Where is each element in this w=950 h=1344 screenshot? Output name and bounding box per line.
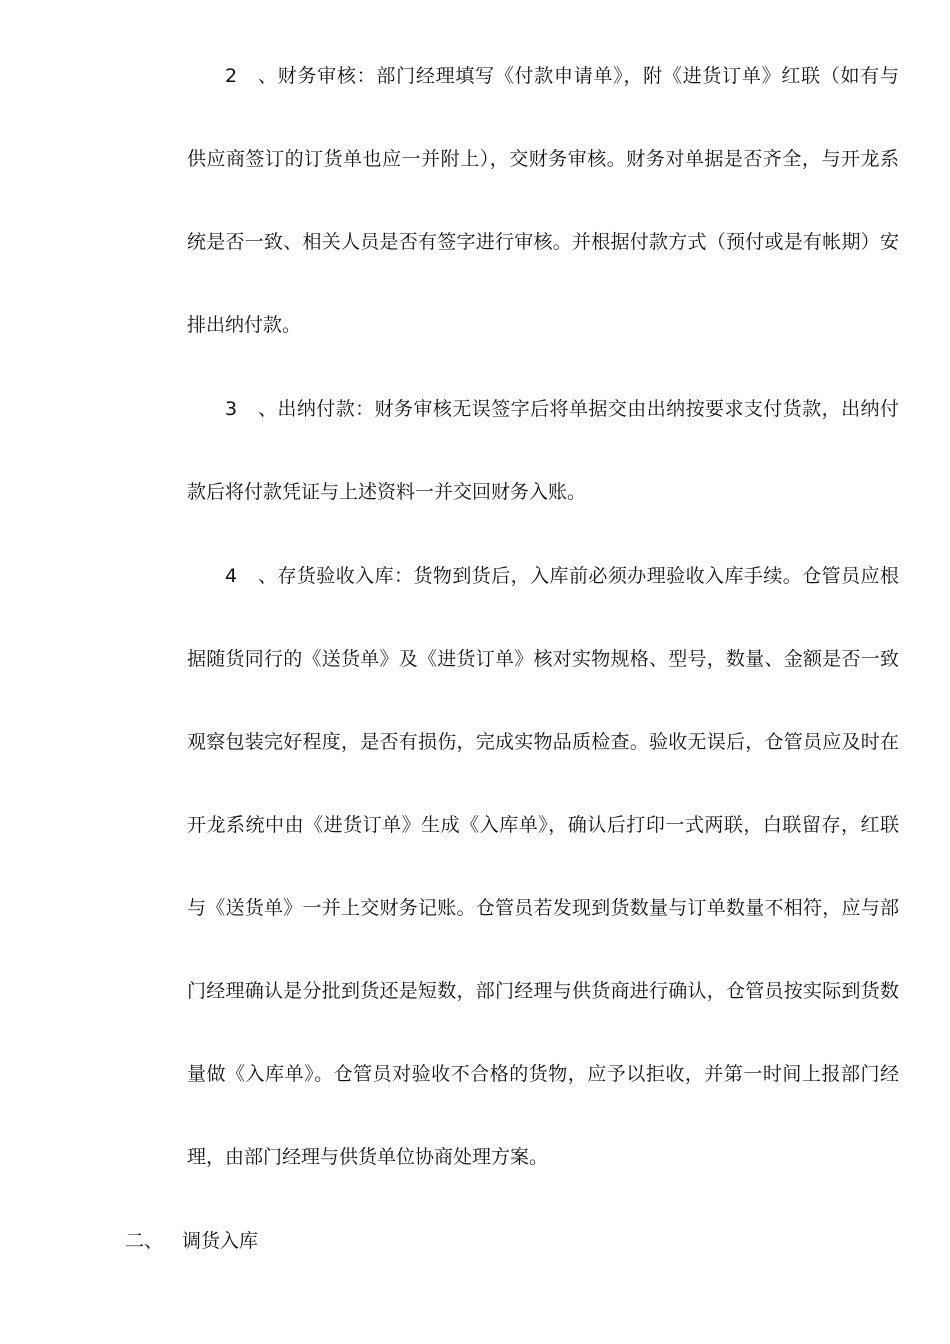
item-4-line-2: 据随货同行的《送货单》及《进货订单》核对实物规格、型号，数量、金额是否一致 — [187, 648, 899, 670]
item-4-number: 4、 — [225, 565, 277, 587]
item-4-line-1 — [187, 563, 899, 589]
item-3-line-1 — [187, 396, 899, 422]
item-4-line-8: 理，由部门经理与供货单位协商处理方案。 — [187, 1146, 549, 1168]
item-3-number: 3、 — [225, 398, 277, 420]
item-4-line-3: 观察包装完好程度，是否有损伤，完成实物品质检查。验收无误后，仓管员应及时在 — [187, 731, 899, 753]
item-4-line-7: 量做《入库单》。仓管员对验收不合格的货物，应予以拒收，并第一时间上报部门经 — [187, 1063, 899, 1085]
item-2-line-2: 供应商签订的订货单也应一并附上），交财务审核。财务对单据是否齐全，与开龙系 — [187, 148, 899, 170]
item-2-line-3: 统是否一致、相关人员是否有签字进行审核。并根据付款方式（预付或是有帐期）安 — [187, 231, 899, 253]
item-4-text: 存货验收入库：货物到货后，入库前必须办理验收入库手续。仓管员应根 — [277, 565, 899, 587]
item-2-line-4: 排出纳付款。 — [187, 314, 302, 336]
section-title: 调货入库 — [182, 1230, 259, 1252]
item-2-number: 2、 — [225, 65, 277, 87]
item-3-line-2: 款后将付款凭证与上述资料一并交回财务入账。 — [187, 481, 587, 503]
section-number: 二、 — [125, 1230, 164, 1252]
item-4-line-6: 门经理确认是分批到货还是短数，部门经理与供货商进行确认，仓管员按实际到货数 — [187, 980, 899, 1002]
section-heading — [125, 1228, 258, 1254]
item-2-text: 财务审核：部门经理填写《付款申请单》，附《进货订单》红联（如有与 — [277, 65, 899, 87]
item-4-line-5: 与《送货单》一并上交财务记账。仓管员若发现到货数量与订单数量不相符，应与部 — [187, 897, 899, 919]
item-3-text: 出纳付款：财务审核无误签字后将单据交由出纳按要求支付货款，出纳付 — [277, 398, 899, 420]
item-2-line-1 — [187, 63, 899, 89]
item-4-line-4: 开龙系统中由《进货订单》生成《入库单》，确认后打印一式两联，白联留存，红联 — [187, 814, 899, 836]
